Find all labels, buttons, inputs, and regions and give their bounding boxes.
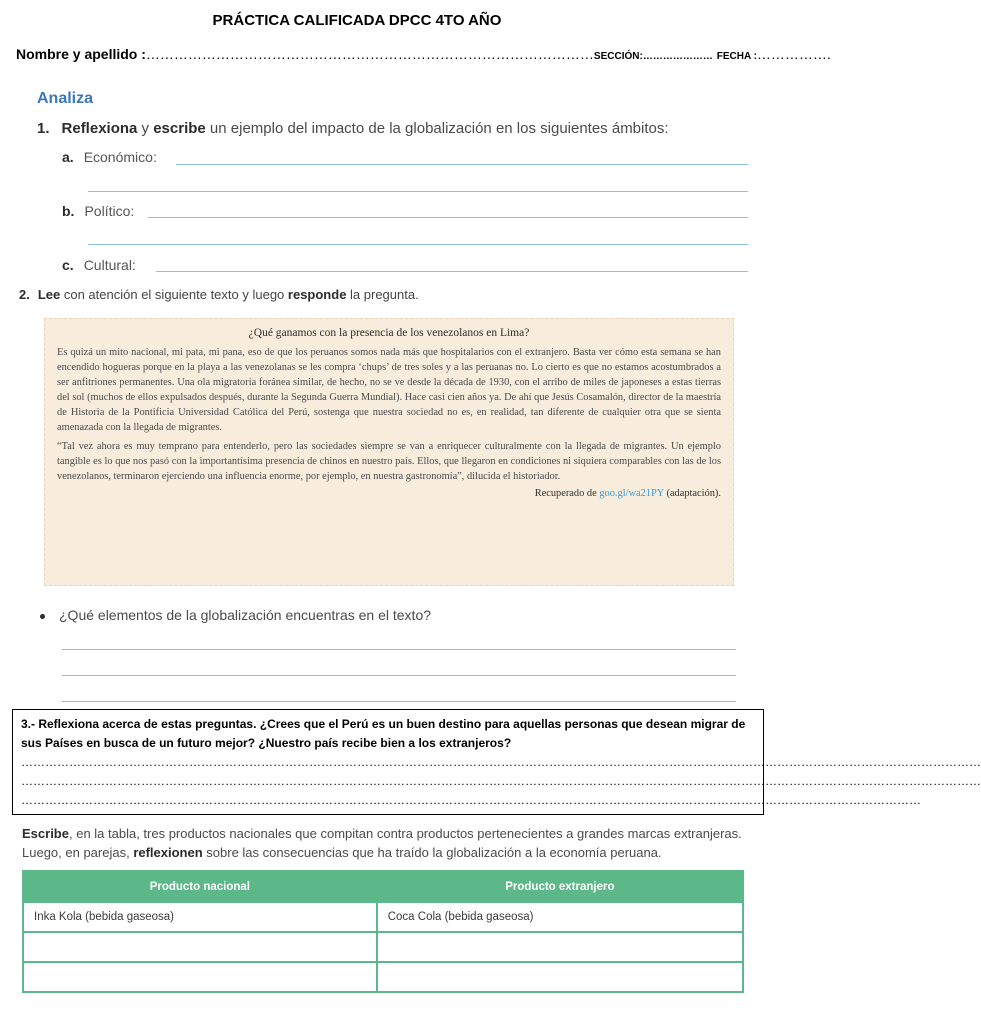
table-cell-national[interactable] — [23, 932, 377, 962]
source-prefix: Recuperado de — [534, 488, 600, 499]
table-cell-foreign[interactable] — [377, 932, 743, 962]
reading-source — [57, 488, 721, 499]
answer-line-politico-2[interactable] — [88, 244, 748, 245]
answer-line-bullet-2[interactable] — [62, 675, 736, 676]
bullet-question — [40, 607, 431, 623]
q2-text-rest: la pregunta. — [346, 287, 419, 302]
reflexionen-bold: reflexionen — [133, 845, 203, 860]
bullet-icon — [40, 614, 45, 619]
bullet-question-text: ¿Qué elementos de la globalización encuentras en el texto? — [59, 607, 432, 623]
reading-paragraph-1: Es quizá un mito nacional, mi pata, mi pana, eso de que los peruanos somos nada más que hospitalarios con el extranjero. Basta ver cómo esta semana se han encendido hogueras porque en la playa a las venezolanas se les compra ‘chups’ de tres soles y a las peruanas no. Lo cierto es que no estamos acostumbrados a ser anfitriones permanentes. Una ola migratoria foránea similar, de hecho, no se ve desde la década de 1930, con el arribo de miles de japoneses a estas tierras del sol (muchos de ellos expulsados después, durante la Segunda Guerra Mundial). Hace casi cien años ya. De ahí que Jesús Cosamalón, director de la maestría de Historia de la Pontificia Universidad Católica del Perú, sostenga que nuestra sociedad no es, en realidad, tan diferente de cualquier otra que se sienta amenazada con la llegada de migrantes. — [57, 347, 721, 433]
item-c-label: Cultural: — [83, 257, 136, 273]
q1-bold-reflexiona: Reflexiona — [61, 120, 138, 137]
section-label: SECCIÓN: — [593, 51, 643, 62]
answer-line-politico[interactable] — [148, 217, 748, 218]
table-cell-foreign[interactable] — [377, 962, 743, 992]
table-instructions — [22, 824, 746, 862]
date-field[interactable]: ……………. — [756, 46, 831, 62]
question-2-number: 2. — [19, 287, 30, 302]
question-3-text: 3.- Reflexiona acerca de estas preguntas. ¿Crees que el Perú es un buen destino para aquellas personas que desean migrar de sus Países en busca de un futuro mejor? ¿Nuestro país recibe bien a los extranjeros? — [21, 717, 746, 750]
item-c — [62, 257, 136, 273]
escribe-text-rest: sobre las consecuencias que ha traído la globalización a la economía peruana. — [202, 845, 662, 860]
table-cell-national[interactable] — [23, 962, 377, 992]
item-b — [62, 203, 134, 219]
q1-bold-escribe: escribe — [153, 120, 206, 137]
answer-line-economico[interactable] — [176, 164, 748, 165]
header-producto-extranjero: Producto extranjero — [377, 871, 743, 902]
source-suffix: (adaptación). — [663, 488, 721, 499]
date-label: FECHA : — [716, 51, 757, 62]
header-producto-nacional: Producto nacional — [23, 871, 377, 902]
question-1-number: 1. — [37, 120, 50, 137]
table-row — [23, 902, 743, 932]
item-a — [62, 149, 157, 165]
answer-line-economico-2[interactable] — [88, 191, 748, 192]
name-label: Nombre y apellido : — [16, 46, 146, 62]
answer-line-cultural[interactable] — [156, 271, 748, 272]
item-a-letter: a. — [62, 149, 74, 165]
answer-line-bullet-1[interactable] — [62, 649, 736, 650]
answer-dots-3[interactable]: ……………………………………………………………………………………………………………………………………………………………………………………………………… — [21, 793, 921, 807]
answer-dots-1[interactable]: …………………………………………………………………………………………………………………………………………………………………………………………………………………… — [21, 755, 981, 769]
answer-line-bullet-3[interactable] — [62, 701, 736, 702]
products-table — [22, 870, 744, 993]
question-1 — [37, 120, 669, 137]
q2-bold-lee: Lee — [37, 287, 61, 302]
name-field[interactable]: …………………………………………………………………………………… — [145, 46, 594, 62]
table-cell-foreign[interactable]: Coca Cola (bebida gaseosa) — [377, 902, 743, 932]
escribe-text-mid: , en la tabla, tres productos nacionales que compitan contra productos pertenecientes a grandes marcas extranjeras. Luego, en parejas, — [22, 826, 742, 860]
item-c-letter: c. — [62, 257, 74, 273]
table-header-row — [23, 871, 743, 902]
reading-title: ¿Qué ganamos con la presencia de los venezolanos en Lima? — [248, 327, 530, 339]
question-2 — [19, 287, 419, 302]
student-info-row — [16, 46, 831, 62]
reading-box — [44, 318, 734, 586]
answer-dots-2[interactable]: …………………………………………………………………………………………………………………………………………………………………………………………………………………… — [21, 774, 981, 788]
table-row — [23, 962, 743, 992]
section-field[interactable]: ………………… — [642, 51, 713, 62]
escribe-bold: Escribe — [22, 826, 69, 841]
table-cell-national[interactable]: Inka Kola (bebida gaseosa) — [23, 902, 377, 932]
question-3-box — [12, 709, 981, 815]
item-a-label: Económico: — [83, 149, 157, 165]
item-b-letter: b. — [62, 203, 75, 219]
item-b-label: Político: — [84, 203, 135, 219]
table-row — [23, 932, 743, 962]
section-heading-analiza: Analiza — [37, 90, 94, 107]
q2-bold-responde: responde — [287, 287, 347, 302]
q2-text-mid: con atención el siguiente texto y luego — [60, 287, 288, 302]
q1-connector: y — [137, 120, 154, 137]
reading-paragraph-2: “Tal vez ahora es muy temprano para entenderlo, pero las sociedades siempre se van a enriquecer culturalmente con la llegada de migrantes. Un ejemplo tangible es lo que nos pasó con la importantísima presencia de chinos en nuestro país. Ellos, que llegaron en condiciones ni siquiera comparables con las de los venezolanos, terminaron ejerciendo una influencia enorme, por ejemplo, en nuestra gastronomía”, dilucida el historiador. — [57, 441, 721, 482]
q1-text: un ejemplo del impacto de la globalización en los siguientes ámbitos: — [205, 120, 669, 137]
source-link[interactable]: goo.gl/wa21PY — [599, 488, 664, 499]
page-title: PRÁCTICA CALIFICADA DPCC 4TO AÑO — [212, 12, 502, 29]
